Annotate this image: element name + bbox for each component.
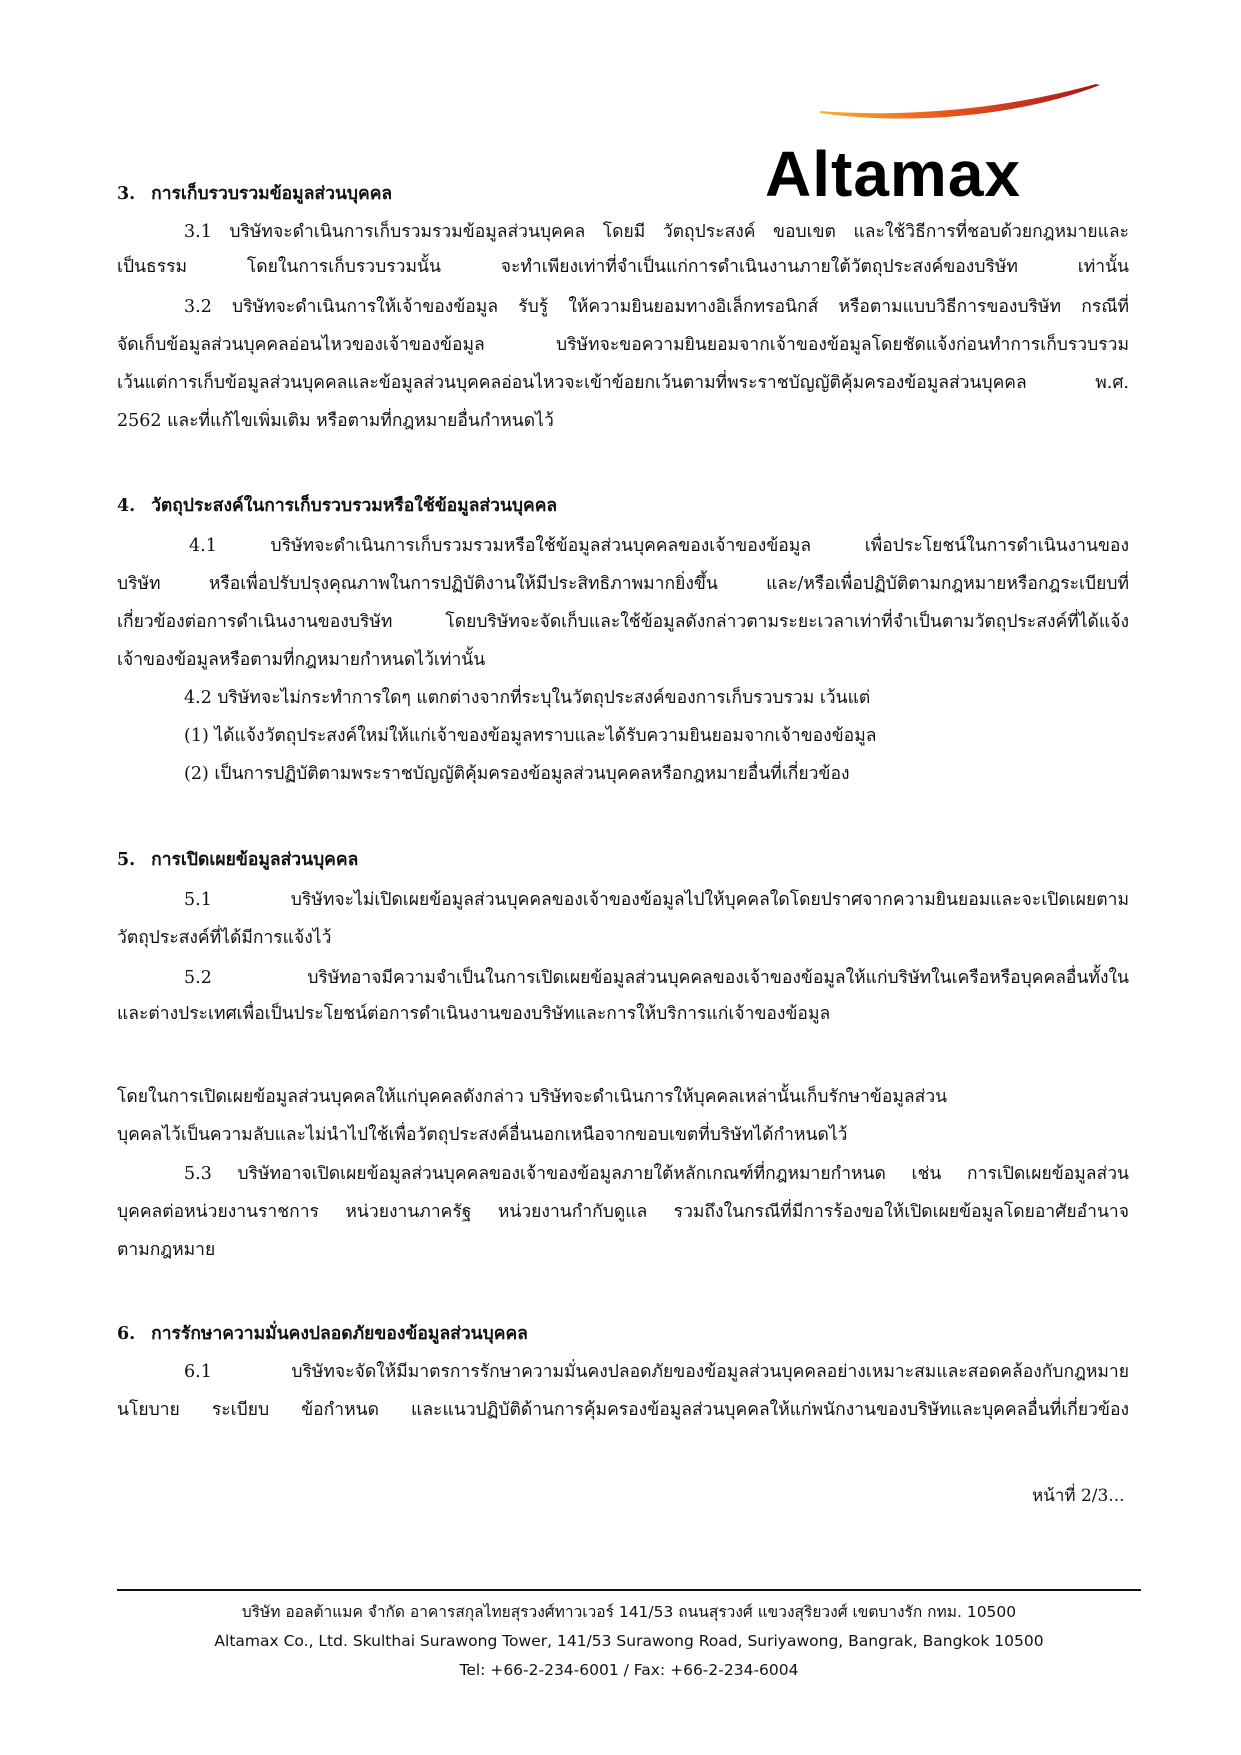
paragraph-line: 2562 และที่แก้ไขเพิ่มเติม หรือตามที่กฎหมายอื่นกำหนดไว้ (117, 411, 554, 431)
paragraph-line: 4.1 บริษัทจะดำเนินการเก็บรวมรวมหรือใช้ข้อมูลส่วนบุคคลของเจ้าของข้อมูล เพื่อประโยชน์ในการดำเนินงานของ (189, 536, 1129, 556)
section-4-heading: 4. วัตถุประสงค์ในการเก็บรวบรวมหรือใช้ข้อมูลส่วนบุคคล (117, 496, 558, 516)
footer-divider (117, 1589, 1141, 1591)
page-number: หน้าที่ 2/3... (1032, 1486, 1125, 1506)
paragraph-line: 3.2 บริษัทจะดำเนินการให้เจ้าของข้อมูล รับรู้ ให้ความยินยอมทางอิเล็กทรอนิกส์ หรือตามแบบวิธีการของบริษัท กรณีที่ (184, 297, 1129, 317)
paragraph-line: เกี่ยวข้องต่อการดำเนินงานของบริษัท โดยบริษัทจะจัดเก็บและใช้ข้อมูลดังกล่าวตามระยะเวลาเท่าที่จำเป็นตามวัตถุประสงค์ที่ได้แจ้ง (117, 612, 1129, 632)
footer-address-thai: บริษัท ออลต้าแมค จำกัด อาคารสกุลไทยสุรวงศ์ทาวเวอร์ 141/53 ถนนสุรวงศ์ แขวงสุริยวงศ์ เขตบางรัก กทม. 10500 (241, 1603, 1017, 1621)
paragraph-line: 3.1 บริษัทจะดำเนินการเก็บรวมรวมข้อมูลส่วนบุคคล โดยมี วัตถุประสงค์ ขอบเขต และใช้วิธีการที่ชอบด้วยกฎหมายและ (184, 222, 1129, 242)
paragraph-line: บุคคลไว้เป็นความลับและไม่นำไปใช้เพื่อวัตถุประสงค์อื่นนอกเหนือจากขอบเขตที่บริษัทได้กำหนดไว้ (117, 1125, 848, 1145)
paragraph-line: ตามกฎหมาย (117, 1240, 216, 1260)
logo-swoosh-icon (760, 68, 1120, 128)
paragraph-line: วัตถุประสงค์ที่ได้มีการแจ้งไว้ (117, 928, 332, 948)
paragraph-line: เว้นแต่การเก็บข้อมูลส่วนบุคคลและข้อมูลส่วนบุคคลอ่อนไหวจะเข้าข้อยกเว้นตามที่พระราชบัญญัติคุ้มครองข้อมูลส่วนบุคคล พ.ศ. (117, 373, 1129, 393)
footer-address-english: Altamax Co., Ltd. Skulthai Surawong Tower, 141/53 Surawong Road, Suriyawong, Bangrak, Bangkok 10500 (214, 1632, 1044, 1650)
logo-wordmark: Altamax (765, 138, 1021, 210)
list-item: (1) ได้แจ้งวัตถุประสงค์ใหม่ให้แก่เจ้าของข้อมูลทราบและได้รับความยินยอมจากเจ้าของข้อมูล (184, 726, 877, 746)
section-3-heading: 3. การเก็บรวบรวมข้อมูลส่วนบุคคล (117, 184, 393, 204)
section-5-heading: 5. การเปิดเผยข้อมูลส่วนบุคคล (117, 850, 359, 870)
paragraph-line: 5.1 บริษัทจะไม่เปิดเผยข้อมูลส่วนบุคคลของเจ้าของข้อมูลไปให้บุคคลใดโดยปราศจากความยินยอมและจะเปิดเผยตาม (184, 890, 1129, 910)
paragraph-line: 5.2 บริษัทอาจมีความจำเป็นในการเปิดเผยข้อมูลส่วนบุคคลของเจ้าของข้อมูลให้แก่บริษัทในเครือหรือบุคคลอื่นทั้งใน (184, 968, 1129, 988)
paragraph-line: จัดเก็บข้อมูลส่วนบุคคลอ่อนไหวของเจ้าของข้อมูล บริษัทจะขอความยินยอมจากเจ้าของข้อมูลโดยชัดแจ้งก่อนทำการเก็บรวบรวม (117, 335, 1129, 355)
paragraph-line: เป็นธรรม โดยในการเก็บรวบรวมนั้น จะทำเพียงเท่าที่จำเป็นแก่การดำเนินงานภายใต้วัตถุประสงค์ของบริษัท เท่านั้น (117, 257, 1129, 277)
paragraph-line: 6.1 บริษัทจะจัดให้มีมาตรการรักษาความมั่นคงปลอดภัยของข้อมูลส่วนบุคคลอย่างเหมาะสมและสอดคล้องกับกฎหมาย (184, 1362, 1129, 1382)
section-6-heading: 6. การรักษาความมั่นคงปลอดภัยของข้อมูลส่วนบุคคล (117, 1324, 528, 1344)
paragraph-line: 4.2 บริษัทจะไม่กระทำการใดๆ แตกต่างจากที่ระบุในวัตถุประสงค์ของการเก็บรวบรวม เว้นแต่ (184, 688, 871, 708)
footer-contact: Tel: +66-2-234-6001 / Fax: +66-2-234-6004 (459, 1661, 799, 1679)
paragraph-line: โดยในการเปิดเผยข้อมูลส่วนบุคคลให้แก่บุคคลดังกล่าว บริษัทจะดำเนินการให้บุคคลเหล่านั้นเก็บรักษาข้อมูลส่วน (117, 1087, 948, 1107)
list-item: (2) เป็นการปฏิบัติตามพระราชบัญญัติคุ้มครองข้อมูลส่วนบุคคลหรือกฎหมายอื่นที่เกี่ยวข้อง (184, 764, 850, 784)
paragraph-line: เจ้าของข้อมูลหรือตามที่กฎหมายกำหนดไว้เท่านั้น (117, 650, 486, 670)
paragraph-line: นโยบาย ระเบียบ ข้อกำหนด และแนวปฏิบัติด้านการคุ้มครองข้อมูลส่วนบุคคลให้แก่พนักงานของบริษัทและบุคคลอื่นที่เกี่ยวข้อง (117, 1400, 1129, 1420)
paragraph-line: 5.3 บริษัทอาจเปิดเผยข้อมูลส่วนบุคคลของเจ้าของข้อมูลภายใต้หลักเกณฑ์ที่กฎหมายกำหนด เช่น การเปิดเผยข้อมูลส่วน (184, 1164, 1129, 1184)
company-logo (760, 68, 1120, 210)
paragraph-line: บริษัท หรือเพื่อปรับปรุงคุณภาพในการปฏิบัติงานให้มีประสิทธิภาพมากยิ่งขึ้น และ/หรือเพื่อปฏิบัติตามกฎหมายหรือกฎระเบียบที่ (117, 574, 1129, 594)
paragraph-line: บุคคลต่อหน่วยงานราชการ หน่วยงานภาครัฐ หน่วยงานกำกับดูแล รวมถึงในกรณีที่มีการร้องขอให้เปิดเผยข้อมูลโดยอาศัยอำนาจ (117, 1202, 1129, 1222)
paragraph-line: และต่างประเทศเพื่อเป็นประโยชน์ต่อการดำเนินงานของบริษัทและการให้บริการแก่เจ้าของข้อมูล (117, 1004, 831, 1024)
footer (117, 1598, 1141, 1685)
